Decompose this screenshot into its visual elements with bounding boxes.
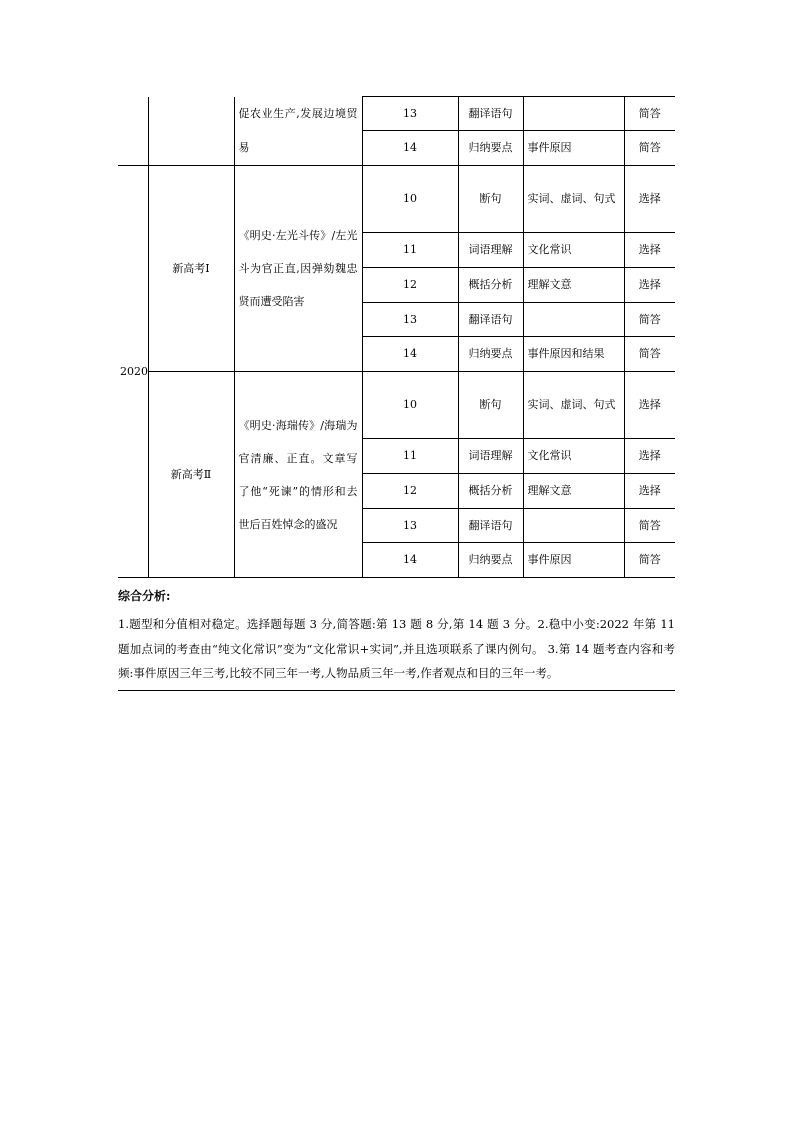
question-kind: 概括分析 bbox=[458, 268, 523, 303]
question-kind: 归纳要点 bbox=[458, 543, 523, 578]
paper-new-gaokao-1: 新高考Ⅰ bbox=[148, 166, 234, 372]
question-number: 14 bbox=[362, 543, 458, 578]
question-type: 简答 bbox=[624, 543, 675, 578]
question-kind: 断句 bbox=[458, 166, 523, 233]
page bbox=[118, 96, 675, 691]
question-kind: 词语理解 bbox=[458, 233, 523, 268]
question-number: 14 bbox=[362, 337, 458, 372]
question-kind: 翻译语句 bbox=[458, 97, 523, 131]
table-row bbox=[118, 97, 675, 131]
question-number: 14 bbox=[362, 131, 458, 166]
question-type: 简答 bbox=[624, 131, 675, 166]
passage-cell: 《明史·海瑞传》/海瑞为官清廉、正直。文章写了他“死谏”的情形和去世后百姓悼念的盛况 bbox=[234, 372, 362, 578]
question-kind: 归纳要点 bbox=[458, 131, 523, 166]
question-number: 13 bbox=[362, 509, 458, 543]
question-number: 13 bbox=[362, 97, 458, 131]
question-point bbox=[523, 303, 624, 337]
question-kind: 归纳要点 bbox=[458, 337, 523, 372]
question-point: 理解文意 bbox=[523, 268, 624, 303]
question-point bbox=[523, 509, 624, 543]
question-kind: 断句 bbox=[458, 372, 523, 439]
question-point: 文化常识 bbox=[523, 233, 624, 268]
question-number: 10 bbox=[362, 372, 458, 439]
analysis-section bbox=[118, 586, 675, 686]
paper-new-gaokao-2: 新高考Ⅱ bbox=[148, 372, 234, 578]
year-cell bbox=[118, 97, 148, 166]
question-type: 选择 bbox=[624, 474, 675, 509]
question-number: 10 bbox=[362, 166, 458, 233]
question-point bbox=[523, 97, 624, 131]
passage-cell: 促农业生产,发展边境贸易 bbox=[234, 97, 362, 166]
question-type: 简答 bbox=[624, 303, 675, 337]
question-number: 11 bbox=[362, 233, 458, 268]
question-number: 11 bbox=[362, 439, 458, 474]
table-row bbox=[118, 166, 675, 233]
question-type: 选择 bbox=[624, 372, 675, 439]
question-kind: 概括分析 bbox=[458, 474, 523, 509]
question-kind: 翻译语句 bbox=[458, 509, 523, 543]
bottom-rule bbox=[118, 690, 675, 691]
table-row bbox=[118, 372, 675, 439]
question-type: 简答 bbox=[624, 337, 675, 372]
paper-cell bbox=[148, 97, 234, 166]
question-point: 事件原因和结果 bbox=[523, 337, 624, 372]
question-point: 事件原因 bbox=[523, 543, 624, 578]
question-number: 12 bbox=[362, 268, 458, 303]
question-number: 13 bbox=[362, 303, 458, 337]
question-point: 实词、虚词、句式 bbox=[523, 372, 624, 439]
exam-table bbox=[118, 96, 675, 578]
analysis-title: 综合分析: bbox=[118, 589, 171, 603]
question-type: 简答 bbox=[624, 97, 675, 131]
question-point: 事件原因 bbox=[523, 131, 624, 166]
question-number: 12 bbox=[362, 474, 458, 509]
year-2020: 2020 bbox=[118, 166, 148, 578]
question-kind: 翻译语句 bbox=[458, 303, 523, 337]
passage-cell: 《明史·左光斗传》/左光斗为官正直,因弹劾魏忠贤而遭受陷害 bbox=[234, 166, 362, 372]
question-type: 选择 bbox=[624, 233, 675, 268]
question-type: 选择 bbox=[624, 268, 675, 303]
question-kind: 词语理解 bbox=[458, 439, 523, 474]
analysis-body: 1.题型和分值相对稳定。选择题每题 3 分,简答题:第 13 题 8 分,第 14 题 3 分。2.稳中小变:2022 年第 11 题加点词的考查由“纯文化常识”变为“文化常识+实词”,并且选项联系了课内例句。 3.第 14 题考查内容和考频:事件原因三年三考,比较不同三年一考,人物品质三年一考,作者观点和目的三年一考。 bbox=[118, 617, 675, 680]
question-type: 选择 bbox=[624, 439, 675, 474]
question-type: 选择 bbox=[624, 166, 675, 233]
question-point: 理解文意 bbox=[523, 474, 624, 509]
question-point: 文化常识 bbox=[523, 439, 624, 474]
question-point: 实词、虚词、句式 bbox=[523, 166, 624, 233]
question-type: 简答 bbox=[624, 509, 675, 543]
